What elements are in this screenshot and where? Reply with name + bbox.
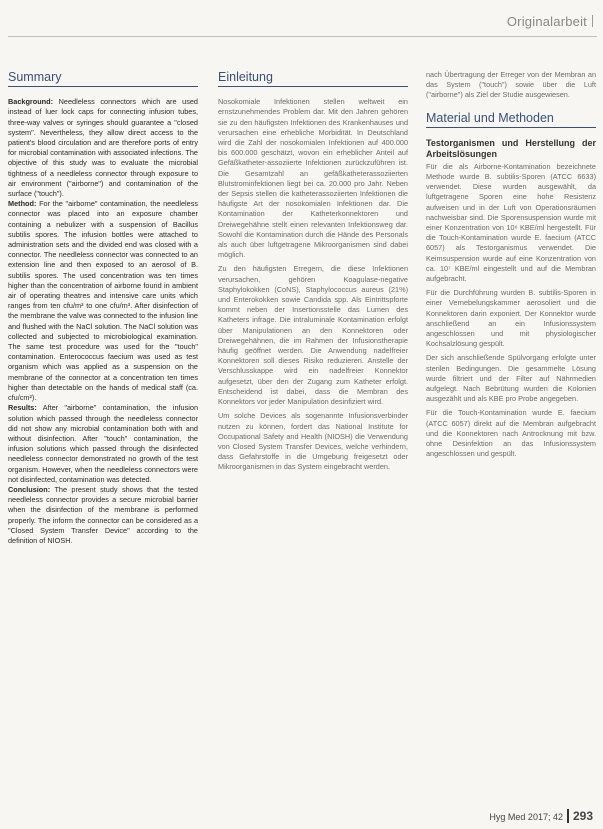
- background-label: Background:: [8, 97, 53, 107]
- results-text: After "airborne" contamination, the infusion solution which passed through the needleless connector did not show any microbial contamination both with and without disinfection. After "touch" contamination, the infusion solutions which passed through the disinfected needleless connector demonstrated no growth of the test organism. However, when the needleless connectors were not disinfected, contamination was detected.: [8, 403, 199, 484]
- method-text: For the "airborne" contamination, the needleless connector was placed into an exposure chamber containing a nebulizer with a suspension of Bacillus subtilis spores. The infusion bottles were attached to administration sets and the divided end was closed with a connector. The needleless connector was connected to an extension line and then exposed to an aerosol of B. subtilis spores. The used concentration was ten times higher than the concentration of airborne found in ambient air of operating theatres and intensive care units which ranges from ten cfu/m³ to one cfu/m³. After disinfection of the membrane the valve was connected to the infusion line and flushed with the NaCl solution. The NaCl solution was collected and subjected to microbiological examination. The same test procedure was used for the "touch" contamination. Enterococcus faecium was used as test organism which was applied as a suspension on the membrane of the connector at a concentration ten times higher than detectable on the hands of medical staff (ca. cfu/cm²).: [8, 199, 198, 403]
- summary-results: [8, 403, 198, 485]
- summary-conclusion: [8, 485, 198, 546]
- divider: [592, 15, 593, 27]
- summary-column: [8, 72, 198, 546]
- conclusion-label: Conclusion:: [8, 484, 51, 494]
- section-tag: [507, 14, 593, 29]
- methods-paragraph-4: Für die Touch-Kontamination wurde E. faecium (ATCC 6057) direkt auf die Membran aufgebracht und die Konnektoren nach Antrocknung mit bzw. ohne Desinfektion an das Infusionssystem angeschlossen und gespült.: [426, 408, 596, 459]
- methods-paragraph-1: Für die als Airborne-Kontamination bezeichnete Methode wurde B. subtilis-Sporen (ATCC 6633) verwendet. Diese wurden ausgewählt, da luftgetragene Sporen eine hohe Resistenz aufweisen und in der Luft von Operationsräumen nachweisbar sind. Die Sporensuspension wurde mit einer Konzentration von 10⁶ KBE/ml hergestellt. Für die Touch-Kontamination wurde E. faecium (ATCC 6057) als Testorganismus verwendet. Die Keimsuspension wurde auf eine Konzentration von ca. 10⁷ KBE/ml eingestellt und auf die Membran aufgebracht.: [426, 161, 596, 284]
- background-text: Needleless connectors which are used instead of luer lock caps for connecting infusion tubes, three-way valves or syringes should guarantee a "closed system". Nevertheless, they allow direct access to the patient's blood circulation and are therefore ports of entry for microbial contamination with associated infections. The objective of this study was to evaluate the microbial tightness of a needleless connector through exposure to air environment ("airborne") and contamination of the surface ("touch").: [8, 97, 198, 199]
- results-label: Results:: [8, 403, 37, 413]
- method-label: Method:: [8, 199, 37, 209]
- einleitung-paragraph-3: Um solche Devices als sogenannte Infusionsverbinder nutzen zu können, fordert das National Institute for Occupational Safety and Health (NIOSH) die Verwendung von Closed System Transfer Devices, welche verhindern, dass Gefahrstoffe in die Umgebung freigesetzt oder Mikroorganismen in das System eingebracht werden.: [218, 411, 408, 472]
- methods-paragraph-2: Für die Durchführung wurden B. subtilis-Sporen in einer Vernebelungskammer aerosoliert und die Konnektoren darin exponiert. Der Konnektor wurde anschließend an ein Infusionssystem angeschlossen und mit physiologischer Kochsalzlösung gespült.: [426, 288, 596, 349]
- methods-paragraph-3: Der sich anschließende Spülvorgang erfolgte unter sterilen Bedingungen. Die gesammelte Lösung wurde filtriert und der Filter auf Nährmedien aufgelegt. Nach Bebrütung wurden die Kolonien ausgezählt und als KBE pro Probe angegeben.: [426, 353, 596, 404]
- summary-background: [8, 97, 198, 199]
- einleitung-paragraph-2: Zu den häufigsten Erregern, die diese Infektionen verursachen, gehören Koagulase-negative Staphylokokken (CoNS), Staphylococcus aureus (21%) und Enterokokken sowie Candida spp. Als Eintrittspforte kommt neben der Insertionsstelle das Lumen des Katheters infrage. Die intraluminale Kontamination erfolgt über Manipulationen an den Konnektoren oder Dreiwegehähnen, die im Rahmen der Infusionstherapie häufig geöffnet werden. Die Anwendung nadelfreier Konnektoren soll dieses Risiko reduzieren. Anstelle der Verschlusskappe wird ein nadelfreier Konnektor aufgesetzt, über den der Zugang zum Katheter erfolgt. Entscheidend ist dabei, dass die Membran des Konnektors vor jeder Manipulation desinfiziert wird.: [218, 264, 408, 407]
- einleitung-heading: Einleitung: [218, 72, 408, 87]
- journal-citation: Hyg Med 2017; 42: [489, 812, 563, 822]
- methods-subheading: Testorganismen und Herstellung der Arbeitslösungen: [426, 137, 596, 159]
- einleitung-paragraph-1: Nosokomiale Infektionen stellen weltweit ein ernstzunehmendes Problem dar. Mit den Jahren gehören sie zu den häufigsten Infektionen des Krankenhauses und verursachen eine erhebliche Morbidität. In Deutschland wird die Zahl der nosokomialen Infektionen auf 400.000 bis 600.000 geschätzt, wovon ein erheblicher Anteil auf Gefäßkatheter-assoziierte Infektionen zurückzuführen ist. Die Gesamtzahl an gefäßkatheterassoziierten Blutstrominfektionen liegt bei ca. 20.000 pro Jahr. Neben der Sepsis stellen die katheterassoziierten Infektionen die häufigste Art der nosokomialen Infektionen dar. Die Kontamination der Katheterkonnektoren und Dreiwegehähne stellt einen relevanten Infektionsweg dar. Sowohl die Kontamination durch die Hände des Personals als auch über luftgetragene Mikroorganismen sind dabei möglich.: [218, 97, 408, 260]
- header-rule: [8, 36, 597, 37]
- methods-column: [426, 70, 596, 464]
- summary-heading: Summary: [8, 72, 198, 87]
- page-number: 293: [567, 809, 593, 823]
- page-footer: [489, 809, 593, 823]
- summary-method: [8, 199, 198, 403]
- methods-heading: Material und Methoden: [426, 113, 596, 128]
- section-label: Originalarbeit: [506, 14, 587, 29]
- einleitung-column: [218, 72, 408, 477]
- intro-continuation: nach Übertragung der Erreger von der Membran an das System ("touch") sowie über die Luft ("airborne") als Ziel der Studie ausgewiesen.: [426, 70, 596, 100]
- conclusion-text: The present study shows that the tested needleless connector provides a secure microbial barrier when the disinfection of the membrane is performed properly. The inform the connector can be considered as a "Closed System Transfer Device" according to the definition of NIOSH.: [8, 484, 198, 545]
